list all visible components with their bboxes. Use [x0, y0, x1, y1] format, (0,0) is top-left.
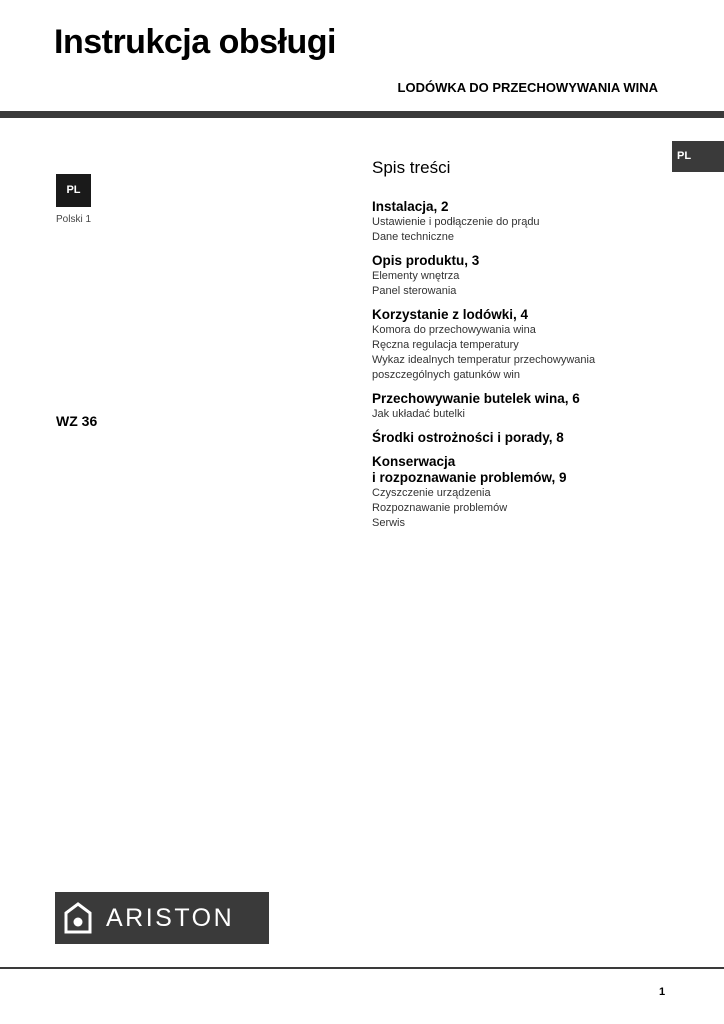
toc-item: Wykaz idealnych temperatur przechowywania [372, 354, 596, 366]
toc-section [372, 391, 672, 422]
language-side-tab: PL [672, 141, 724, 172]
toc-section [372, 430, 672, 446]
toc-section [372, 199, 672, 245]
language-badge: PL [56, 174, 91, 207]
toc-section-heading: Opis produktu, 3 [372, 253, 480, 268]
toc-item: Panel sterowania [372, 285, 457, 297]
toc-section [372, 253, 672, 299]
house-icon [64, 902, 92, 934]
toc-section-heading: Środki ostrożności i porady, 8 [372, 430, 564, 445]
toc-item: poszczególnych gatunków win [372, 369, 520, 381]
toc-section [372, 307, 672, 383]
page-number: 1 [659, 986, 666, 998]
toc-item: Komora do przechowywania wina [372, 324, 536, 336]
toc-section-heading: Korzystanie z lodówki, 4 [372, 307, 529, 322]
toc-item: Jak układać butelki [372, 408, 465, 420]
brand-logo [55, 892, 269, 944]
model-number: WZ 36 [56, 413, 98, 429]
toc-sections [372, 199, 672, 531]
page-title: Instrukcja obsługi [54, 23, 336, 61]
brand-name: ARISTON [106, 903, 235, 932]
language-page-reference: Polski 1 [56, 214, 92, 225]
document-subtitle: LODÓWKA DO PRZECHOWYWANIA WINA [397, 80, 658, 95]
toc-item: Dane techniczne [372, 231, 454, 243]
toc-item: Ręczna regulacja temperatury [372, 339, 519, 351]
footer-divider [0, 967, 724, 969]
toc-section-heading: Konserwacja i rozpoznawanie problemów, 9 [372, 454, 567, 485]
toc-item: Serwis [372, 517, 406, 529]
toc-item: Czyszczenie urządzenia [372, 487, 491, 499]
toc-section-heading: Przechowywanie butelek wina, 6 [372, 391, 580, 406]
toc-item: Rozpoznawanie problemów [372, 502, 508, 514]
toc-item: Elementy wnętrza [372, 270, 460, 282]
toc-title: Spis treści [372, 158, 451, 177]
toc-item: Ustawienie i podłączenie do prądu [372, 216, 540, 228]
header-divider [0, 111, 724, 118]
toc-section [372, 454, 672, 531]
table-of-contents [372, 158, 672, 539]
toc-section-heading: Instalacja, 2 [372, 199, 449, 214]
